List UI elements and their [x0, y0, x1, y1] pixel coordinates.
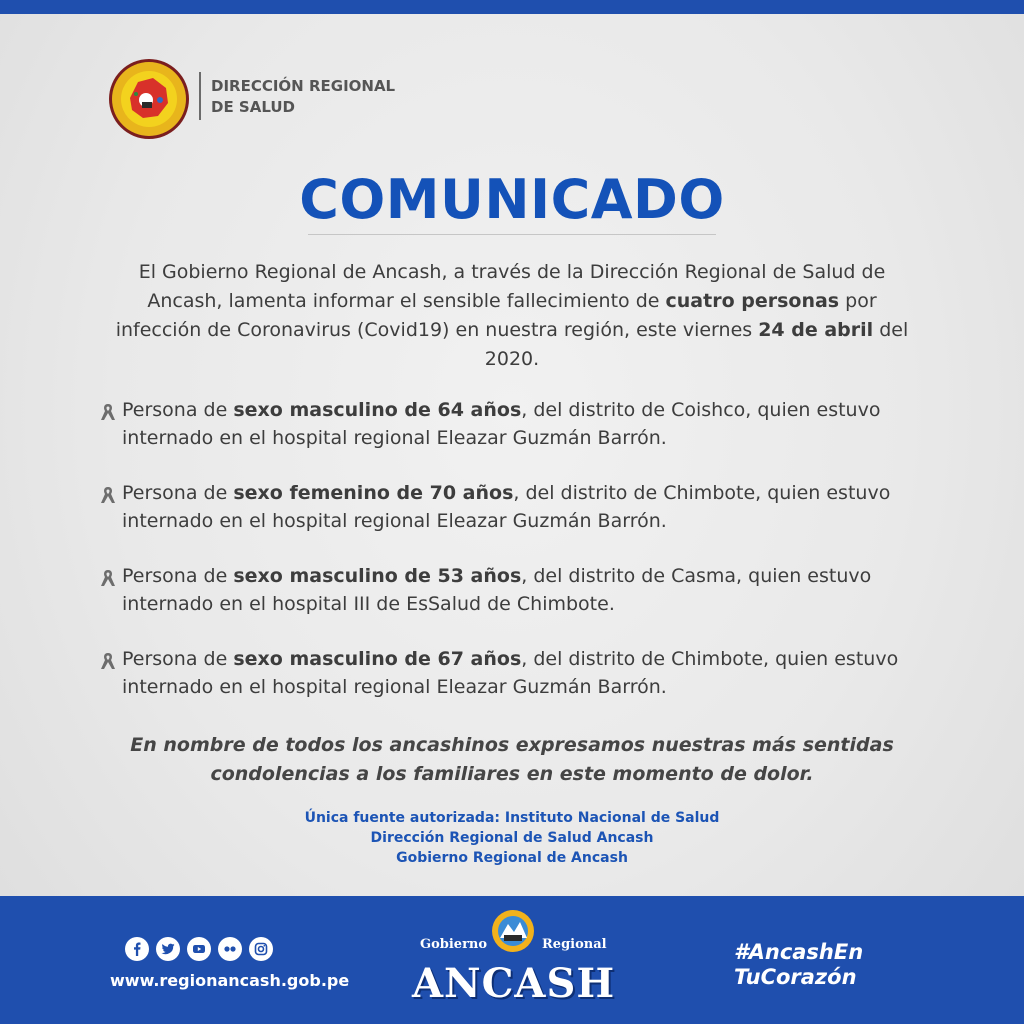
- top-accent-bar: [0, 0, 1024, 14]
- gov-word-left: Gobierno: [420, 937, 488, 952]
- header-divider: [199, 72, 201, 120]
- item-bold: sexo masculino de 53 años: [233, 565, 522, 587]
- hashtag-line-2: TuCorazón: [734, 965, 857, 989]
- mourning-ribbon-icon: [100, 652, 116, 670]
- intro-text: por infección de Coronavirus (Covid19) en nuestra región, este viernes: [115, 290, 877, 341]
- youtube-icon[interactable]: [187, 937, 211, 961]
- intro-paragraph: [112, 258, 912, 374]
- flickr-icon[interactable]: [218, 937, 242, 961]
- social-links: [125, 937, 273, 961]
- list-item: [100, 645, 940, 701]
- twitter-icon[interactable]: [156, 937, 180, 961]
- source-block: [0, 808, 1024, 868]
- footer-bar: [0, 896, 1024, 1024]
- item-text: Persona de: [122, 399, 234, 421]
- facebook-icon[interactable]: [125, 937, 149, 961]
- intro-bold: 24 de abril: [758, 319, 874, 341]
- item-bold: sexo masculino de 67 años: [233, 648, 522, 670]
- list-item: [100, 479, 940, 535]
- mourning-ribbon-icon: [100, 403, 116, 421]
- item-text: , del distrito de Casma, quien estuvo internado en el hospital III de EsSalud de Chimbote.: [122, 565, 872, 615]
- list-item: [100, 562, 940, 618]
- item-text: Persona de: [122, 565, 234, 587]
- item-bold: sexo femenino de 70 años: [233, 482, 514, 504]
- closing-message: En nombre de todos los ancashinos expresamos nuestras más sentidas condolencias a los familiares en este momento de dolor.: [130, 734, 894, 785]
- hashtag: [734, 940, 863, 990]
- deceased-list: [100, 396, 940, 728]
- item-text: , del distrito de Coishco, quien estuvo internado en el hospital regional Eleazar Guzmán Barrón.: [122, 399, 881, 449]
- item-bold: sexo masculino de 64 años: [233, 399, 522, 421]
- intro-text: del 2020.: [484, 319, 909, 370]
- mourning-ribbon-icon: [100, 569, 116, 587]
- instagram-icon[interactable]: [249, 937, 273, 961]
- mourning-ribbon-icon: [100, 486, 116, 504]
- page-title: COMUNICADO: [299, 168, 725, 231]
- ancash-emblem-icon: [490, 908, 536, 954]
- gov-word-right: Regional: [542, 937, 607, 952]
- gov-main-text: ANCASH: [412, 960, 616, 1007]
- website-link[interactable]: www.regionancash.gob.pe: [110, 971, 350, 990]
- organization-name: [211, 76, 395, 118]
- dires-seal-logo: [108, 58, 190, 140]
- intro-bold: cuatro personas: [665, 290, 840, 312]
- item-text: Persona de: [122, 482, 234, 504]
- source-line-1: Única fuente autorizada: Instituto Nacional de Salud: [304, 810, 720, 826]
- org-line-1: DIRECCIÓN REGIONAL: [211, 77, 396, 95]
- intro-text: El Gobierno Regional de Ancash, a través de la Dirección Regional de Salud de Ancash, lamenta informar el sensible fallecimiento de: [138, 261, 886, 312]
- item-text: , del distrito de Chimbote, quien estuvo internado en el hospital regional Eleazar Guzmán Barrón.: [122, 482, 891, 532]
- list-item: [100, 396, 940, 452]
- hashtag-line-1: #AncashEn: [734, 940, 864, 964]
- source-line-3: Gobierno Regional de Ancash: [396, 850, 628, 866]
- gobierno-regional-ancash-logo: [412, 908, 616, 1020]
- source-line-2: Dirección Regional de Salud Ancash: [370, 830, 654, 846]
- title-underline: [308, 234, 716, 235]
- item-text: , del distrito de Chimbote, quien estuvo internado en el hospital regional Eleazar Guzmán Barrón.: [122, 648, 899, 698]
- org-line-2: DE SALUD: [211, 98, 295, 116]
- item-text: Persona de: [122, 648, 234, 670]
